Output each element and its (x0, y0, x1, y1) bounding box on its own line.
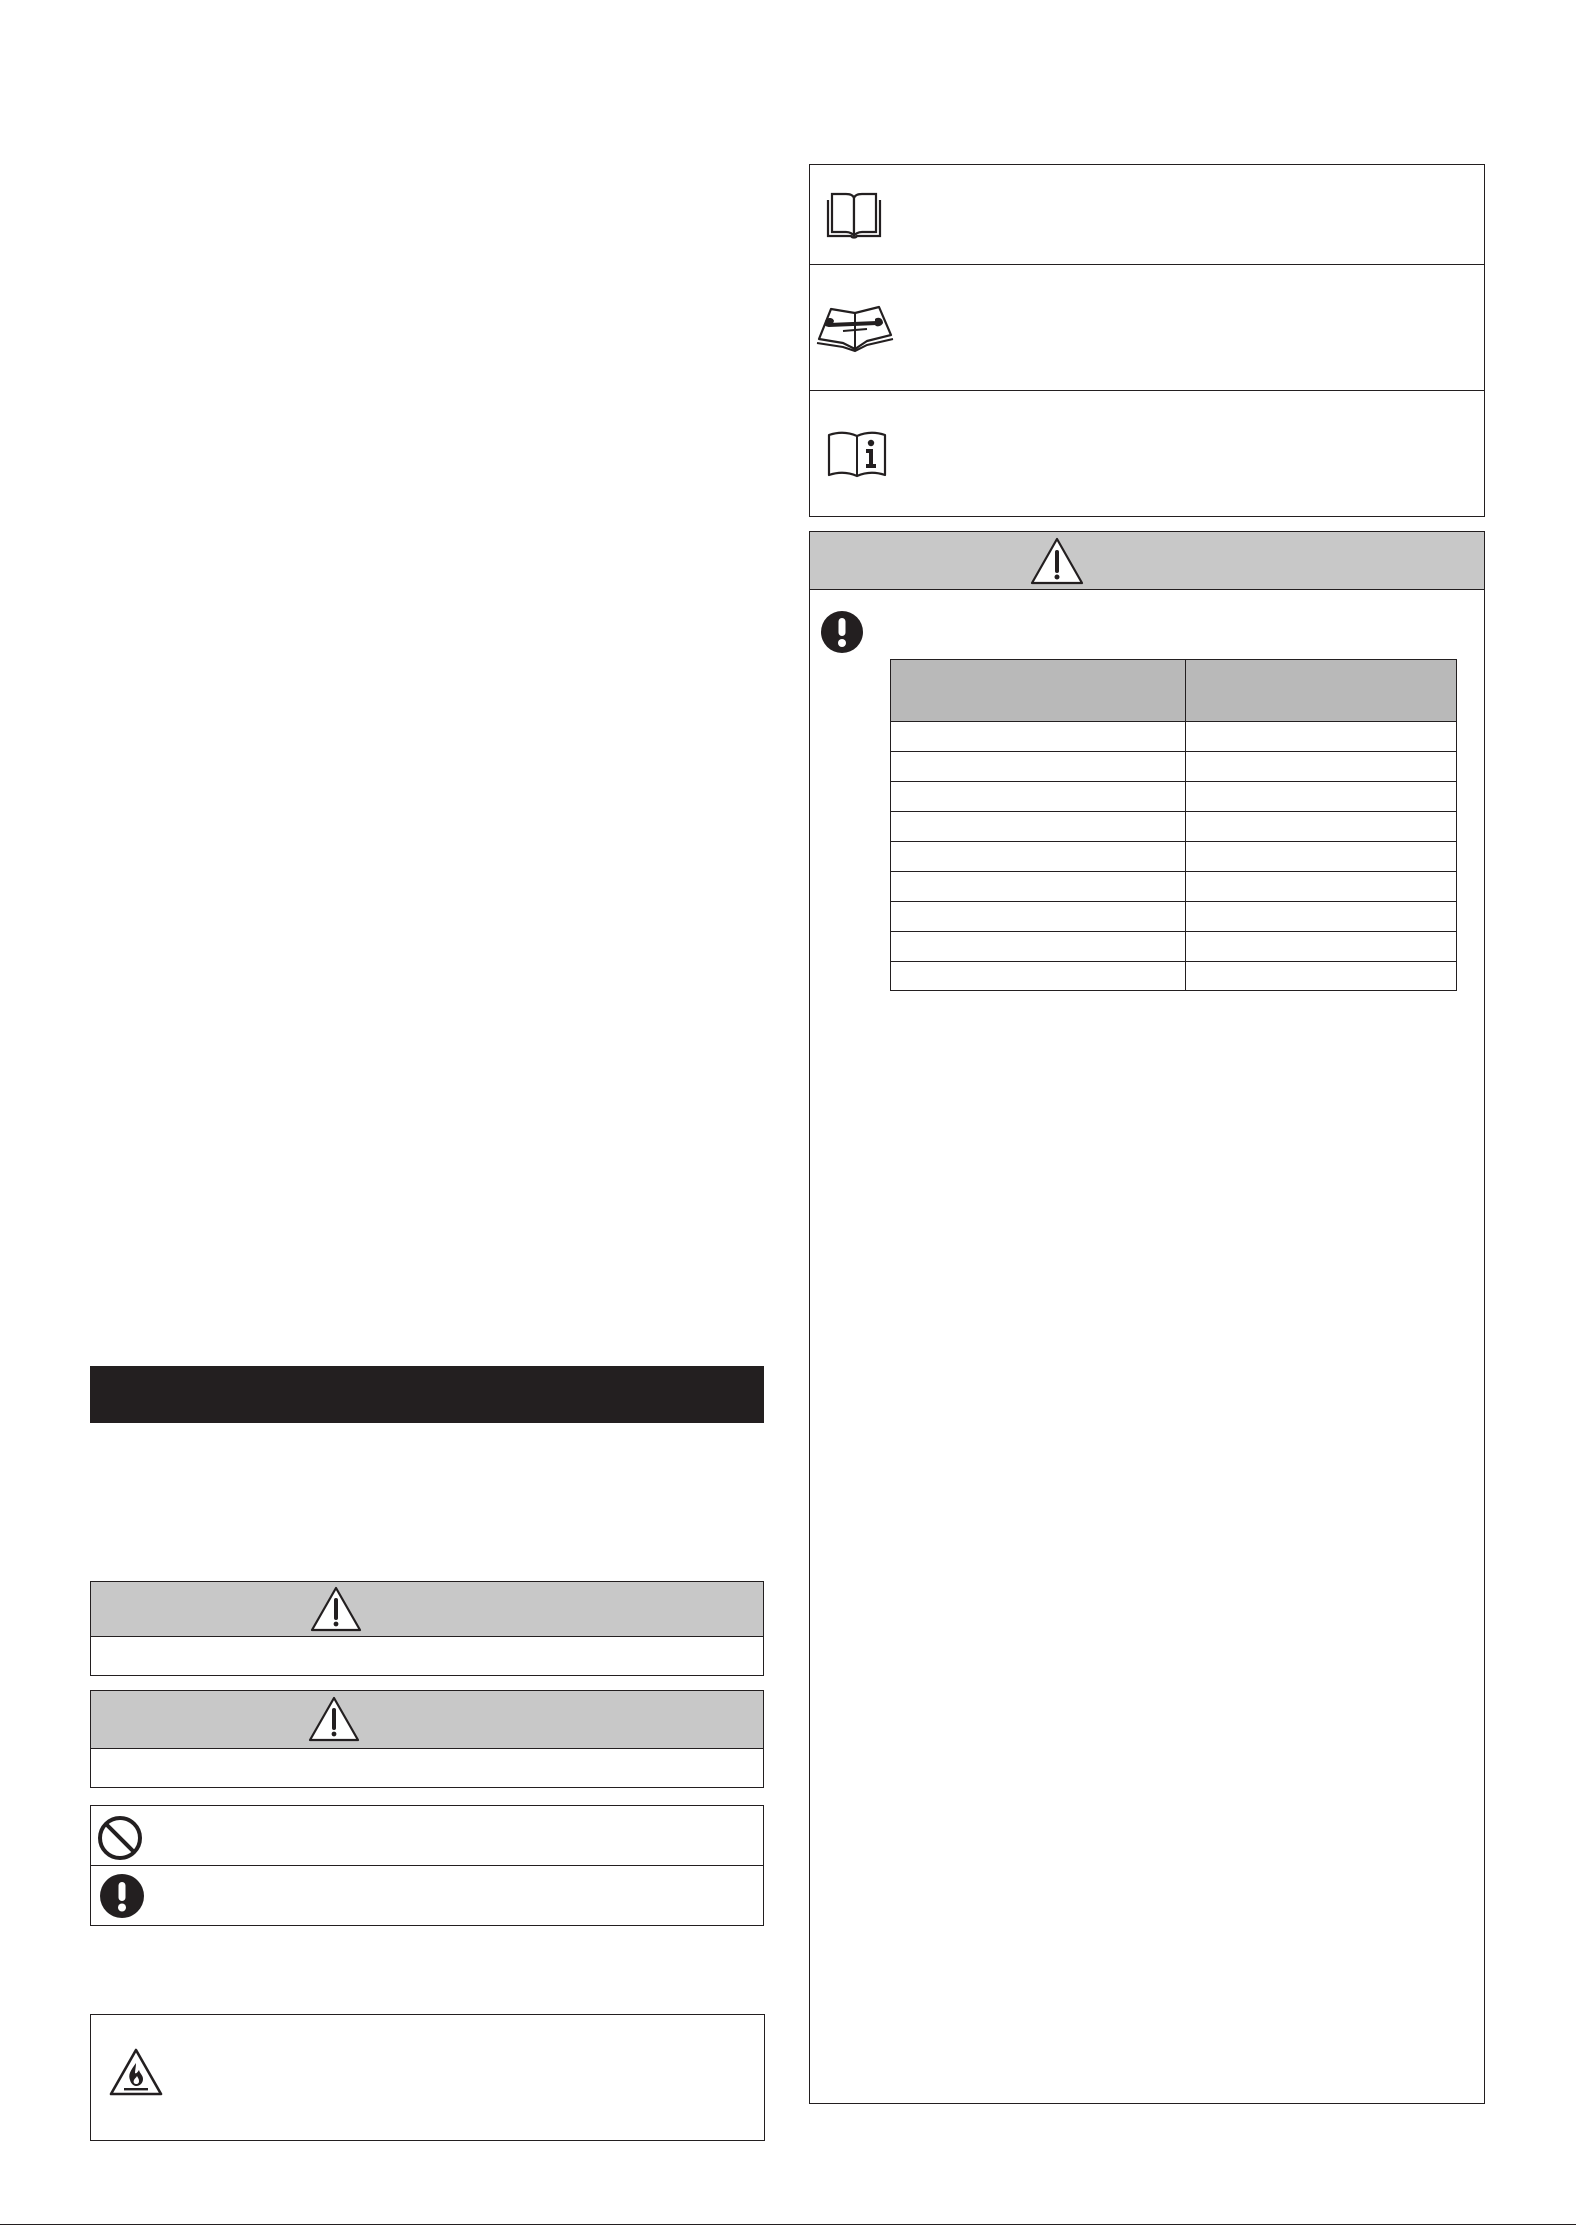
table-row (891, 842, 1456, 872)
warning-triangle-icon (307, 1695, 361, 1743)
read-manual-icon (826, 190, 882, 240)
table-row (891, 812, 1456, 842)
caution-box (90, 1690, 764, 1788)
table-row (891, 932, 1456, 962)
caution-box-header (91, 1691, 763, 1749)
symbol-row-prohibition (91, 1806, 763, 1866)
table-row (891, 872, 1456, 902)
page-bottom-rule (0, 2224, 1576, 2225)
flammable-material-icon (108, 2047, 164, 2097)
warning-triangle-icon (309, 1585, 363, 1633)
service-manual-icon (815, 303, 895, 353)
table-header-row (891, 660, 1456, 722)
manual-symbol-row-information (810, 391, 1484, 517)
warning-box (90, 1581, 764, 1676)
section-title-bar (90, 1366, 764, 1423)
table-row (891, 722, 1456, 752)
table-row (891, 962, 1456, 990)
warning-panel-header (810, 532, 1484, 590)
warning-panel-table (890, 659, 1457, 991)
table-row (891, 752, 1456, 782)
symbol-row-mandatory (91, 1866, 763, 1926)
manual-symbol-row-read (810, 165, 1484, 265)
warning-box-header (91, 1582, 763, 1637)
mandatory-action-icon (99, 1873, 145, 1919)
information-manual-icon (826, 429, 888, 479)
warning-triangle-icon (1029, 536, 1085, 586)
manual-symbol-row-service (810, 265, 1484, 391)
manual-symbols-box (809, 164, 1485, 517)
flammable-material-box (90, 2014, 765, 2141)
symbol-legend-table (90, 1805, 764, 1926)
table-row (891, 782, 1456, 812)
table-row (891, 902, 1456, 932)
warning-panel (809, 531, 1485, 2104)
prohibition-icon (97, 1815, 143, 1861)
mandatory-action-icon (820, 610, 864, 654)
